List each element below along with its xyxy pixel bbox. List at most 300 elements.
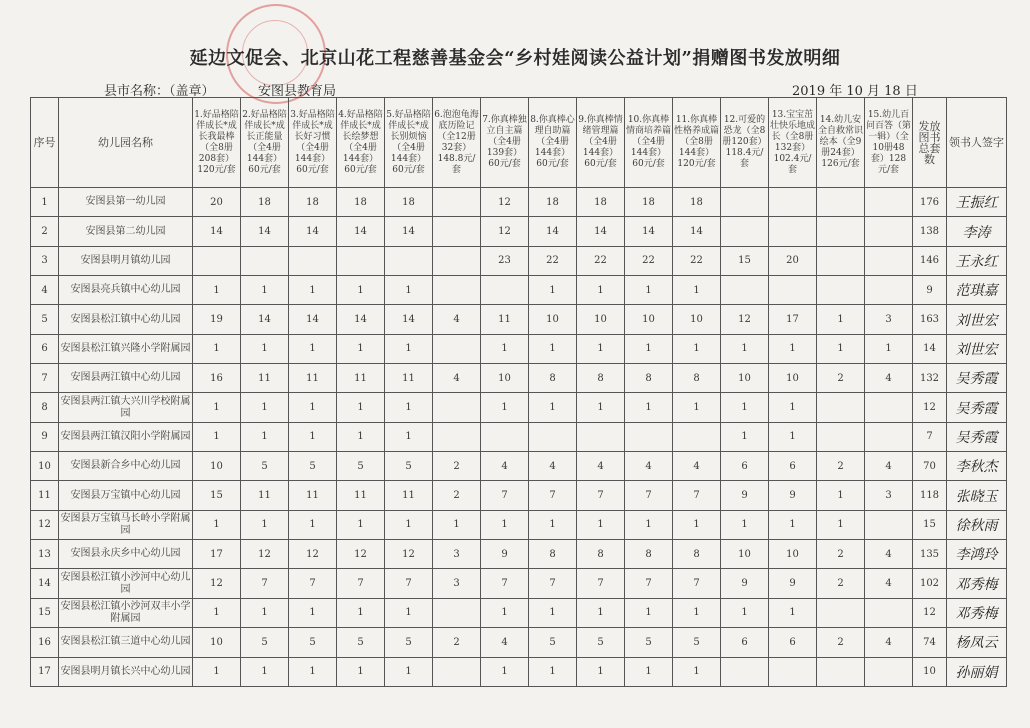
row-qty-book-11: 1 (673, 510, 721, 539)
row-seq: 7 (31, 364, 59, 393)
row-kindergarten-name: 安图县松江镇兴隆小学附属园 (59, 334, 193, 363)
receiver-signature: 李鸿玲 (955, 547, 998, 564)
row-qty-book-9: 7 (577, 569, 625, 598)
row-qty-book-9: 10 (577, 305, 625, 334)
row-qty-book-10: 1 (625, 598, 673, 627)
row-signature-cell (947, 276, 1007, 305)
row-qty-book-4: 1 (337, 276, 385, 305)
row-qty-book-7: 4 (481, 628, 529, 657)
row-qty-book-5: 11 (385, 364, 433, 393)
row-qty-book-1: 19 (193, 305, 241, 334)
header-book-14: 14.幼儿安全自救常识绘本（全9册24套）126元/套 (817, 98, 865, 188)
row-qty-book-12: 1 (721, 393, 769, 422)
row-qty-book-3: 14 (289, 305, 337, 334)
row-qty-book-9: 4 (577, 452, 625, 481)
row-qty-book-14: 2 (817, 628, 865, 657)
row-qty-book-2: 11 (241, 481, 289, 510)
row-signature-cell (947, 393, 1007, 422)
table-row (31, 510, 1007, 539)
row-qty-book-11: 1 (673, 334, 721, 363)
row-qty-book-3: 5 (289, 452, 337, 481)
row-qty-book-14 (817, 246, 865, 275)
row-qty-book-7: 1 (481, 510, 529, 539)
row-qty-book-1: 1 (193, 393, 241, 422)
row-qty-book-10: 1 (625, 393, 673, 422)
row-qty-book-15 (865, 598, 913, 627)
row-qty-book-8: 1 (529, 598, 577, 627)
row-qty-book-9: 8 (577, 540, 625, 569)
row-qty-book-10: 1 (625, 510, 673, 539)
row-qty-book-5: 1 (385, 422, 433, 451)
row-qty-book-12: 15 (721, 246, 769, 275)
header-book-6: 6.泡泡龟海底历险记（全12册32套）148.8元/套 (433, 98, 481, 188)
row-qty-book-13 (769, 657, 817, 687)
row-kindergarten-name: 安图县两江镇大兴川学校附属园 (59, 393, 193, 422)
row-qty-book-11: 10 (673, 305, 721, 334)
row-qty-book-3: 18 (289, 188, 337, 217)
row-qty-book-13: 1 (769, 422, 817, 451)
row-qty-book-2 (241, 246, 289, 275)
table-row (31, 481, 1007, 510)
row-qty-book-15: 4 (865, 452, 913, 481)
row-qty-book-7: 1 (481, 334, 529, 363)
header-seq: 序号 (31, 98, 59, 188)
receiver-signature: 李涛 (962, 224, 991, 241)
row-seq: 14 (31, 569, 59, 598)
table-row (31, 628, 1007, 657)
row-qty-book-12: 9 (721, 481, 769, 510)
row-qty-book-8: 8 (529, 540, 577, 569)
row-qty-book-5: 1 (385, 657, 433, 687)
header-book-11: 11.你真棒 性格养成篇（全8册144套）120元/套 (673, 98, 721, 188)
receiver-signature: 孙丽娟 (955, 664, 998, 681)
receiver-signature: 刘世宏 (955, 341, 998, 358)
county-label: 县市名称：（盖章） (104, 84, 215, 99)
row-qty-book-11: 14 (673, 217, 721, 246)
row-signature-cell (947, 305, 1007, 334)
row-qty-book-4: 1 (337, 598, 385, 627)
row-signature-cell (947, 540, 1007, 569)
receiver-signature: 王永红 (955, 253, 998, 270)
table-row (31, 657, 1007, 687)
row-qty-book-9: 1 (577, 657, 625, 687)
row-qty-book-5: 12 (385, 540, 433, 569)
row-qty-book-7: 1 (481, 598, 529, 627)
row-qty-book-7: 7 (481, 569, 529, 598)
row-qty-book-5: 5 (385, 628, 433, 657)
row-kindergarten-name: 安图县新合乡中心幼儿园 (59, 452, 193, 481)
row-qty-book-15: 4 (865, 569, 913, 598)
row-qty-book-8: 18 (529, 188, 577, 217)
row-total: 132 (913, 364, 947, 393)
row-seq: 2 (31, 217, 59, 246)
row-qty-book-9: 1 (577, 598, 625, 627)
receiver-signature: 杨凤云 (955, 635, 998, 652)
row-qty-book-2: 1 (241, 598, 289, 627)
row-qty-book-3: 1 (289, 510, 337, 539)
row-qty-book-3 (289, 246, 337, 275)
row-qty-book-9: 14 (577, 217, 625, 246)
header-book-13: 13.宝宝茁壮快乐地成长（全8册132套）102.4元/套 (769, 98, 817, 188)
row-signature-cell (947, 334, 1007, 363)
county-value: 安图县教育局 (258, 84, 337, 99)
document-date: 2019 年 10 月 18 日 (792, 84, 918, 99)
row-total: 163 (913, 305, 947, 334)
row-kindergarten-name: 安图县两江镇中心幼儿园 (59, 364, 193, 393)
row-qty-book-6 (433, 598, 481, 627)
row-qty-book-11: 7 (673, 481, 721, 510)
row-qty-book-2: 11 (241, 364, 289, 393)
table-row (31, 276, 1007, 305)
row-qty-book-14: 1 (817, 481, 865, 510)
row-qty-book-2: 1 (241, 422, 289, 451)
row-seq: 6 (31, 334, 59, 363)
row-seq: 17 (31, 657, 59, 687)
row-qty-book-12 (721, 188, 769, 217)
row-qty-book-4: 12 (337, 540, 385, 569)
receiver-signature: 吴秀霞 (955, 400, 998, 417)
row-qty-book-13: 1 (769, 510, 817, 539)
row-qty-book-2: 18 (241, 188, 289, 217)
row-qty-book-15: 3 (865, 481, 913, 510)
row-qty-book-14: 1 (817, 305, 865, 334)
row-qty-book-1: 1 (193, 334, 241, 363)
row-qty-book-3: 5 (289, 628, 337, 657)
row-qty-book-6 (433, 393, 481, 422)
row-qty-book-12: 12 (721, 305, 769, 334)
row-qty-book-15 (865, 422, 913, 451)
row-signature-cell (947, 628, 1007, 657)
row-qty-book-8: 1 (529, 393, 577, 422)
row-qty-book-5: 1 (385, 510, 433, 539)
row-qty-book-8: 10 (529, 305, 577, 334)
row-qty-book-8: 14 (529, 217, 577, 246)
receiver-signature: 王振红 (955, 195, 998, 212)
row-qty-book-4: 11 (337, 364, 385, 393)
row-seq: 8 (31, 393, 59, 422)
row-qty-book-10: 14 (625, 217, 673, 246)
row-qty-book-11: 18 (673, 188, 721, 217)
row-qty-book-9: 8 (577, 364, 625, 393)
row-qty-book-15 (865, 217, 913, 246)
row-qty-book-6: 1 (433, 510, 481, 539)
row-qty-book-10: 4 (625, 452, 673, 481)
row-qty-book-9: 1 (577, 276, 625, 305)
row-qty-book-1: 1 (193, 276, 241, 305)
row-qty-book-13 (769, 188, 817, 217)
row-qty-book-6: 4 (433, 305, 481, 334)
row-kindergarten-name: 安图县明月镇幼儿园 (59, 246, 193, 275)
row-qty-book-9: 5 (577, 628, 625, 657)
row-qty-book-8: 7 (529, 569, 577, 598)
row-qty-book-9 (577, 422, 625, 451)
row-qty-book-3: 1 (289, 393, 337, 422)
row-qty-book-3: 7 (289, 569, 337, 598)
row-qty-book-2: 7 (241, 569, 289, 598)
row-kindergarten-name: 安图县永庆乡中心幼儿园 (59, 540, 193, 569)
row-qty-book-2: 1 (241, 510, 289, 539)
row-qty-book-1: 1 (193, 422, 241, 451)
row-qty-book-2: 12 (241, 540, 289, 569)
row-qty-book-13: 10 (769, 364, 817, 393)
row-signature-cell (947, 364, 1007, 393)
row-qty-book-13: 1 (769, 334, 817, 363)
row-qty-book-13 (769, 276, 817, 305)
row-qty-book-7: 23 (481, 246, 529, 275)
row-qty-book-2: 1 (241, 393, 289, 422)
row-qty-book-14 (817, 598, 865, 627)
row-qty-book-1: 1 (193, 510, 241, 539)
row-qty-book-6 (433, 276, 481, 305)
row-total: 135 (913, 540, 947, 569)
row-qty-book-1: 15 (193, 481, 241, 510)
row-qty-book-11 (673, 422, 721, 451)
row-qty-book-13: 6 (769, 628, 817, 657)
header-book-8: 8.你真棒心理自助篇（全4册144套）60元/套 (529, 98, 577, 188)
row-qty-book-12: 1 (721, 598, 769, 627)
row-qty-book-13: 1 (769, 393, 817, 422)
table-row (31, 422, 1007, 451)
row-qty-book-12: 10 (721, 364, 769, 393)
row-qty-book-3: 1 (289, 422, 337, 451)
row-qty-book-4: 11 (337, 481, 385, 510)
table-row (31, 452, 1007, 481)
row-qty-book-6 (433, 657, 481, 687)
row-seq: 9 (31, 422, 59, 451)
row-qty-book-14 (817, 188, 865, 217)
row-qty-book-7: 9 (481, 540, 529, 569)
row-qty-book-7 (481, 422, 529, 451)
header-book-10: 10.你真棒 情商培养篇（全4册144套）60元/套 (625, 98, 673, 188)
row-kindergarten-name: 安图县万宝镇中心幼儿园 (59, 481, 193, 510)
row-qty-book-6: 3 (433, 569, 481, 598)
row-total: 118 (913, 481, 947, 510)
row-qty-book-5: 1 (385, 334, 433, 363)
row-qty-book-5: 1 (385, 276, 433, 305)
row-qty-book-4 (337, 246, 385, 275)
row-total: 102 (913, 569, 947, 598)
row-qty-book-7: 1 (481, 657, 529, 687)
row-qty-book-1 (193, 246, 241, 275)
header-book-15: 15.幼儿百问百答（第一辑）（全10册48套）128元/套 (865, 98, 913, 188)
row-seq: 15 (31, 598, 59, 627)
row-signature-cell (947, 452, 1007, 481)
row-qty-book-15: 1 (865, 334, 913, 363)
row-qty-book-13: 9 (769, 569, 817, 598)
row-qty-book-1: 1 (193, 657, 241, 687)
table-row (31, 569, 1007, 598)
row-qty-book-3: 1 (289, 598, 337, 627)
table-row (31, 334, 1007, 363)
row-qty-book-3: 1 (289, 657, 337, 687)
row-qty-book-4: 1 (337, 657, 385, 687)
row-qty-book-10: 7 (625, 481, 673, 510)
row-qty-book-15: 3 (865, 305, 913, 334)
row-qty-book-1: 20 (193, 188, 241, 217)
row-qty-book-2: 5 (241, 628, 289, 657)
row-seq: 16 (31, 628, 59, 657)
row-total: 176 (913, 188, 947, 217)
row-qty-book-2: 1 (241, 334, 289, 363)
row-qty-book-8: 1 (529, 510, 577, 539)
row-qty-book-5: 14 (385, 305, 433, 334)
row-qty-book-8: 8 (529, 364, 577, 393)
row-qty-book-3: 11 (289, 481, 337, 510)
row-qty-book-11: 1 (673, 657, 721, 687)
row-qty-book-9: 1 (577, 510, 625, 539)
row-qty-book-14: 2 (817, 540, 865, 569)
distribution-table (30, 97, 1007, 687)
row-signature-cell (947, 481, 1007, 510)
row-qty-book-14 (817, 422, 865, 451)
row-qty-book-10: 7 (625, 569, 673, 598)
row-qty-book-12: 6 (721, 628, 769, 657)
row-qty-book-10 (625, 422, 673, 451)
row-qty-book-2: 5 (241, 452, 289, 481)
row-total: 74 (913, 628, 947, 657)
row-qty-book-10: 1 (625, 276, 673, 305)
row-qty-book-12 (721, 276, 769, 305)
row-qty-book-14 (817, 217, 865, 246)
header-book-12: 12.可爱的恐龙（全8册120套）118.4元/套 (721, 98, 769, 188)
row-qty-book-1: 10 (193, 452, 241, 481)
row-qty-book-14: 2 (817, 569, 865, 598)
table-row (31, 305, 1007, 334)
row-qty-book-11: 8 (673, 364, 721, 393)
row-seq: 12 (31, 510, 59, 539)
header-row (31, 98, 1007, 188)
receiver-signature: 邓秀梅 (955, 605, 998, 622)
row-kindergarten-name: 安图县松江镇小沙河中心幼儿园 (59, 569, 193, 598)
header-receiver: 领书人签字 (947, 98, 1007, 188)
row-qty-book-11: 1 (673, 276, 721, 305)
table-row (31, 188, 1007, 217)
receiver-signature: 范琪嘉 (955, 283, 998, 300)
row-qty-book-6: 2 (433, 481, 481, 510)
table-row (31, 598, 1007, 627)
row-qty-book-8: 7 (529, 481, 577, 510)
row-qty-book-4: 18 (337, 188, 385, 217)
row-qty-book-14 (817, 276, 865, 305)
row-qty-book-3: 1 (289, 334, 337, 363)
row-qty-book-4: 1 (337, 393, 385, 422)
row-qty-book-5: 18 (385, 188, 433, 217)
row-qty-book-10: 8 (625, 540, 673, 569)
header-total: 发放图书总套数 (913, 98, 947, 188)
row-signature-cell (947, 188, 1007, 217)
row-qty-book-10: 1 (625, 657, 673, 687)
row-qty-book-2: 1 (241, 657, 289, 687)
row-qty-book-5: 1 (385, 393, 433, 422)
row-total: 10 (913, 657, 947, 687)
row-kindergarten-name: 安图县松江镇中心幼儿园 (59, 305, 193, 334)
row-qty-book-10: 8 (625, 364, 673, 393)
table-row (31, 364, 1007, 393)
row-kindergarten-name: 安图县松江镇小沙河双丰小学附属园 (59, 598, 193, 627)
header-name: 幼儿园名称 (59, 98, 193, 188)
receiver-signature: 刘世宏 (955, 312, 998, 329)
row-qty-book-1: 12 (193, 569, 241, 598)
row-qty-book-9: 18 (577, 188, 625, 217)
table-row (31, 393, 1007, 422)
row-signature-cell (947, 246, 1007, 275)
row-seq: 11 (31, 481, 59, 510)
row-qty-book-7: 12 (481, 188, 529, 217)
row-qty-book-14 (817, 657, 865, 687)
row-qty-book-5: 11 (385, 481, 433, 510)
row-qty-book-11: 8 (673, 540, 721, 569)
row-qty-book-7: 4 (481, 452, 529, 481)
row-qty-book-13: 17 (769, 305, 817, 334)
row-qty-book-7: 10 (481, 364, 529, 393)
row-qty-book-7: 7 (481, 481, 529, 510)
row-qty-book-5: 14 (385, 217, 433, 246)
row-qty-book-8 (529, 422, 577, 451)
receiver-signature: 徐秋雨 (955, 517, 998, 534)
row-qty-book-14: 2 (817, 364, 865, 393)
row-qty-book-14: 1 (817, 510, 865, 539)
header-book-4: 4.好品格陪伴成长*成长绘梦想（全4册144套）60元/套 (337, 98, 385, 188)
row-signature-cell (947, 422, 1007, 451)
row-qty-book-8: 1 (529, 334, 577, 363)
row-qty-book-11: 5 (673, 628, 721, 657)
row-total: 15 (913, 510, 947, 539)
row-qty-book-12: 6 (721, 452, 769, 481)
header-book-9: 9.你真棒情绪管理篇（全4册144套）60元/套 (577, 98, 625, 188)
row-qty-book-10: 22 (625, 246, 673, 275)
receiver-signature: 邓秀梅 (955, 576, 998, 593)
row-qty-book-1: 16 (193, 364, 241, 393)
row-qty-book-4: 1 (337, 510, 385, 539)
row-qty-book-4: 5 (337, 628, 385, 657)
row-qty-book-8: 1 (529, 657, 577, 687)
receiver-signature: 吴秀霞 (955, 429, 998, 446)
document-title: 延边文促会、北京山花工程慈善基金会“乡村娃阅读公益计划”捐赠图书发放明细 (189, 48, 841, 69)
header-book-5: 5.好品格陪伴成长*成长别烦恼（全4册144套）60元/套 (385, 98, 433, 188)
row-qty-book-12: 1 (721, 334, 769, 363)
row-seq: 1 (31, 188, 59, 217)
row-qty-book-7: 11 (481, 305, 529, 334)
row-kindergarten-name: 安图县亮兵镇中心幼儿园 (59, 276, 193, 305)
row-qty-book-10: 18 (625, 188, 673, 217)
row-total: 12 (913, 393, 947, 422)
row-qty-book-1: 17 (193, 540, 241, 569)
row-qty-book-4: 5 (337, 452, 385, 481)
row-qty-book-10: 10 (625, 305, 673, 334)
row-signature-cell (947, 657, 1007, 687)
row-qty-book-6 (433, 422, 481, 451)
row-qty-book-5: 7 (385, 569, 433, 598)
row-signature-cell (947, 569, 1007, 598)
row-qty-book-7: 12 (481, 217, 529, 246)
row-qty-book-3: 11 (289, 364, 337, 393)
row-qty-book-1: 10 (193, 628, 241, 657)
row-seq: 10 (31, 452, 59, 481)
row-qty-book-3: 12 (289, 540, 337, 569)
row-qty-book-3: 1 (289, 276, 337, 305)
row-total: 9 (913, 276, 947, 305)
row-qty-book-1: 1 (193, 598, 241, 627)
row-qty-book-15 (865, 188, 913, 217)
table-row (31, 540, 1007, 569)
row-qty-book-15: 4 (865, 540, 913, 569)
row-qty-book-9: 1 (577, 334, 625, 363)
row-qty-book-4: 14 (337, 217, 385, 246)
row-kindergarten-name: 安图县两江镇汉阳小学附属园 (59, 422, 193, 451)
table-row (31, 246, 1007, 275)
row-signature-cell (947, 598, 1007, 627)
row-total: 138 (913, 217, 947, 246)
